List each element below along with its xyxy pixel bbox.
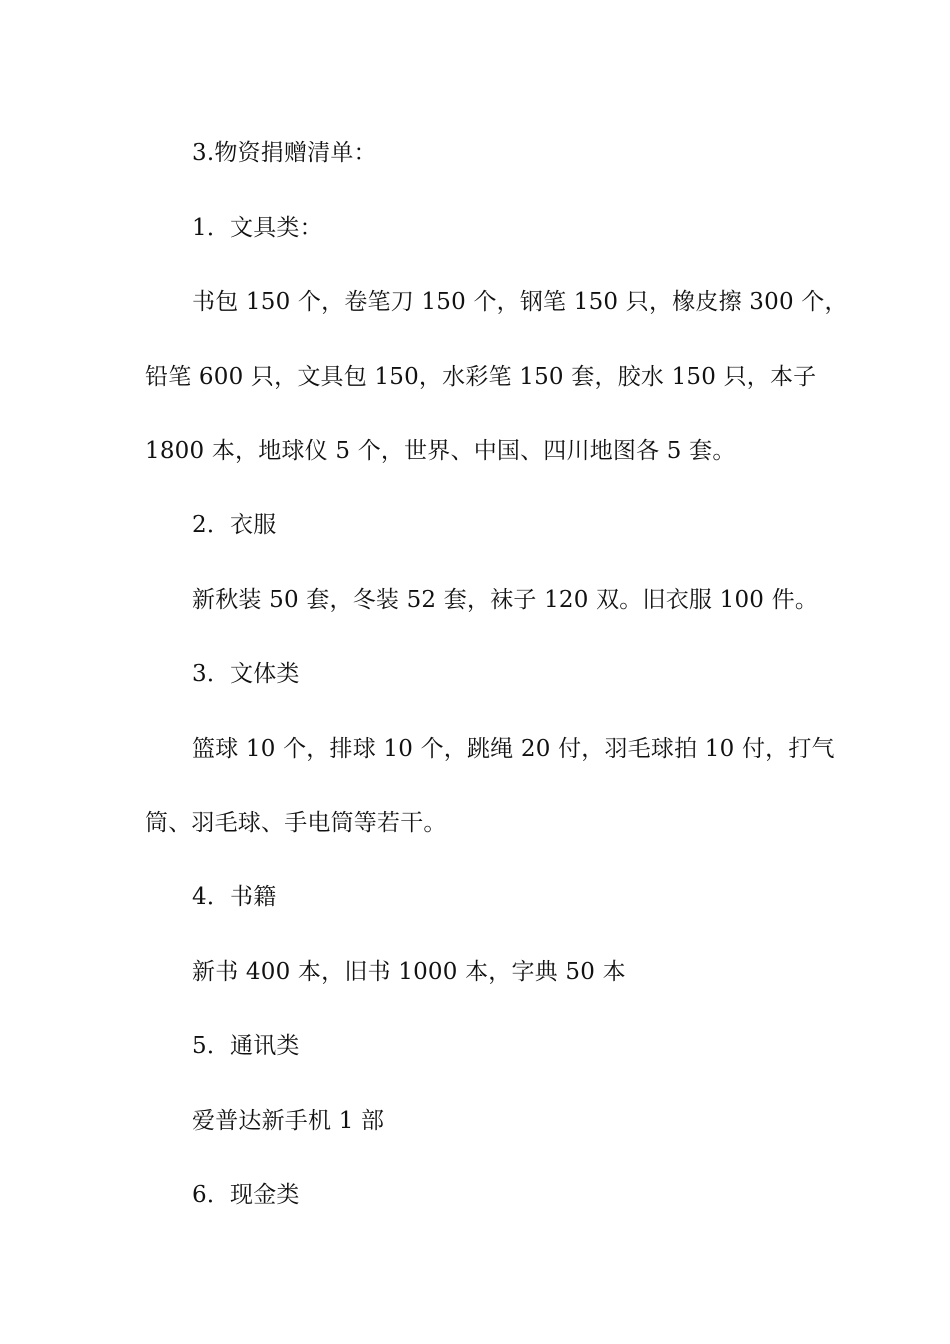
paragraph-line: 篮球 10 个，排球 10 个，跳绳 20 付，羽毛球拍 10 付，打气 [192,736,835,762]
paragraph-line: 1800 本，地球仪 5 个，世界、中国、四川地图各 5 套。 [145,438,736,464]
category-heading-stationery: 1．文具类： [192,215,323,241]
category-heading-cash: 6．现金类 [192,1182,300,1208]
category-heading-communication: 5．通讯类 [192,1033,300,1059]
paragraph-line: 新书 400 本，旧书 1000 本，字典 50 本 [192,959,626,985]
paragraph-line: 爱普达新手机 1 部 [192,1108,385,1134]
category-heading-clothing: 2．衣服 [192,512,277,538]
section-heading-donation-list: 3.物资捐赠清单： [192,140,377,166]
paragraph-line: 新秋装 50 套，冬装 52 套，袜子 120 双。旧衣服 100 件。 [192,587,819,613]
paragraph-line: 书包 150 个，卷笔刀 150 个，钢笔 150 只，橡皮擦 300 个， [192,289,848,315]
paragraph-line: 筒、羽毛球、手电筒等若干。 [145,810,447,836]
category-heading-books: 4．书籍 [192,884,277,910]
category-heading-sports: 3．文体类 [192,661,300,687]
paragraph-line: 铅笔 600 只，文具包 150，水彩笔 150 套，胶水 150 只，本子 [145,364,817,390]
